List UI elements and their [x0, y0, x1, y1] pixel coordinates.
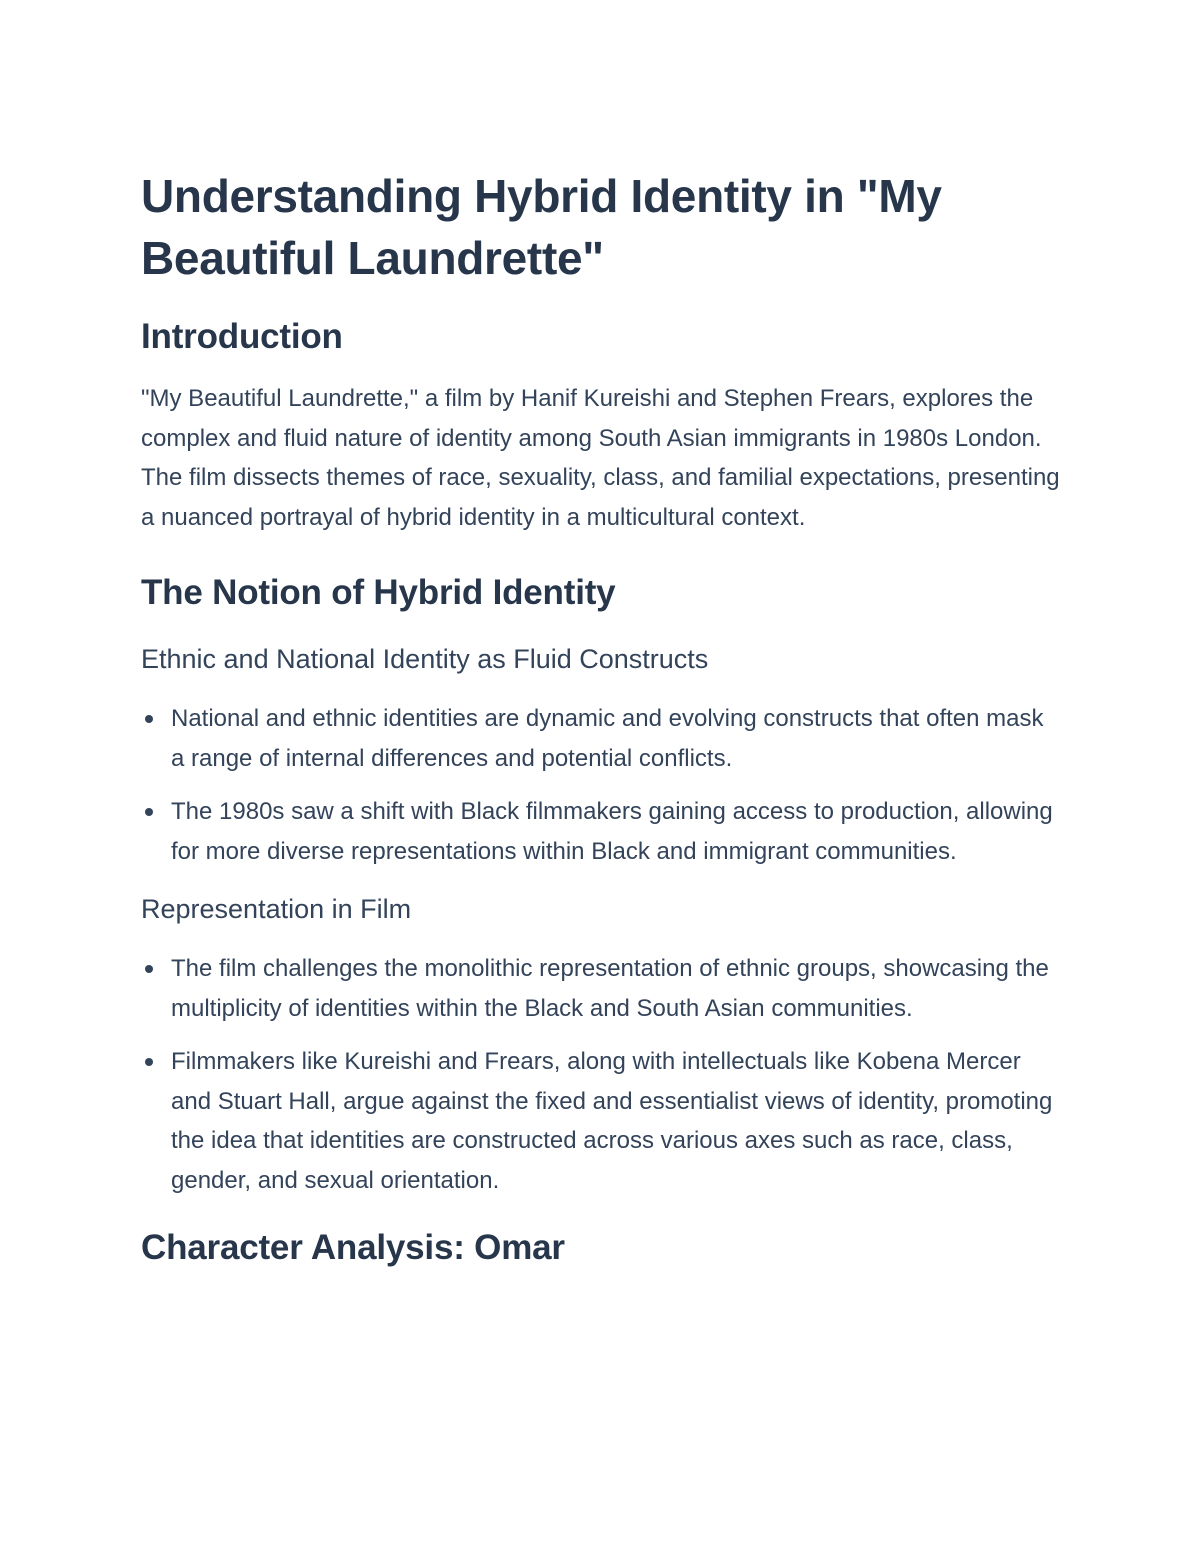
- list-item: [141, 949, 1061, 1028]
- section-heading-hybrid-identity: The Notion of Hybrid Identity: [141, 573, 616, 612]
- list-item: [141, 1042, 1061, 1200]
- section-heading-character-analysis-omar: Character Analysis: Omar: [141, 1228, 565, 1267]
- bullet-list-ethnic-identity: [141, 699, 1061, 871]
- section-heading-introduction: Introduction: [141, 317, 343, 356]
- document-page: [141, 165, 1061, 1270]
- list-item-text: The 1980s saw a shift with Black filmmakers gaining access to production, allowing for more diverse representations within Black and immigrant communities.: [171, 798, 1053, 865]
- list-item: [141, 699, 1061, 778]
- list-item-text: Filmmakers like Kureishi and Frears, along with intellectuals like Kobena Mercer and Stuart Hall, argue against the fixed and essentialist views of identity, promoting the idea that identities are constructed across various axes such as race, class, gender, and sexual orientation.: [171, 1048, 1053, 1194]
- bullet-icon: [145, 1058, 153, 1066]
- list-item-text: The film challenges the monolithic representation of ethnic groups, showcasing the multiplicity of identities within the Black and South Asian communities.: [171, 955, 1049, 1022]
- introduction-paragraph: "My Beautiful Laundrette," a film by Hanif Kureishi and Stephen Frears, explores the complex and fluid nature of identity among South Asian immigrants in 1980s London. The film dissects themes of race, sexuality, class, and familial expectations, presenting a nuanced portrayal of hybrid identity in a multicultural context.: [141, 385, 1060, 531]
- list-item: [141, 792, 1061, 871]
- bullet-icon: [145, 808, 153, 816]
- bullet-icon: [145, 965, 153, 973]
- subsection-heading-representation-in-film: Representation in Film: [141, 894, 412, 924]
- list-item-text: National and ethnic identities are dynamic and evolving constructs that often mask a range of internal differences and potential conflicts.: [171, 705, 1044, 772]
- subsection-heading-ethnic-national-identity: Ethnic and National Identity as Fluid Constructs: [141, 644, 709, 674]
- document-title: Understanding Hybrid Identity in "My Beautiful Laundrette": [141, 170, 942, 284]
- bullet-list-representation: [141, 949, 1061, 1200]
- bullet-icon: [145, 715, 153, 723]
